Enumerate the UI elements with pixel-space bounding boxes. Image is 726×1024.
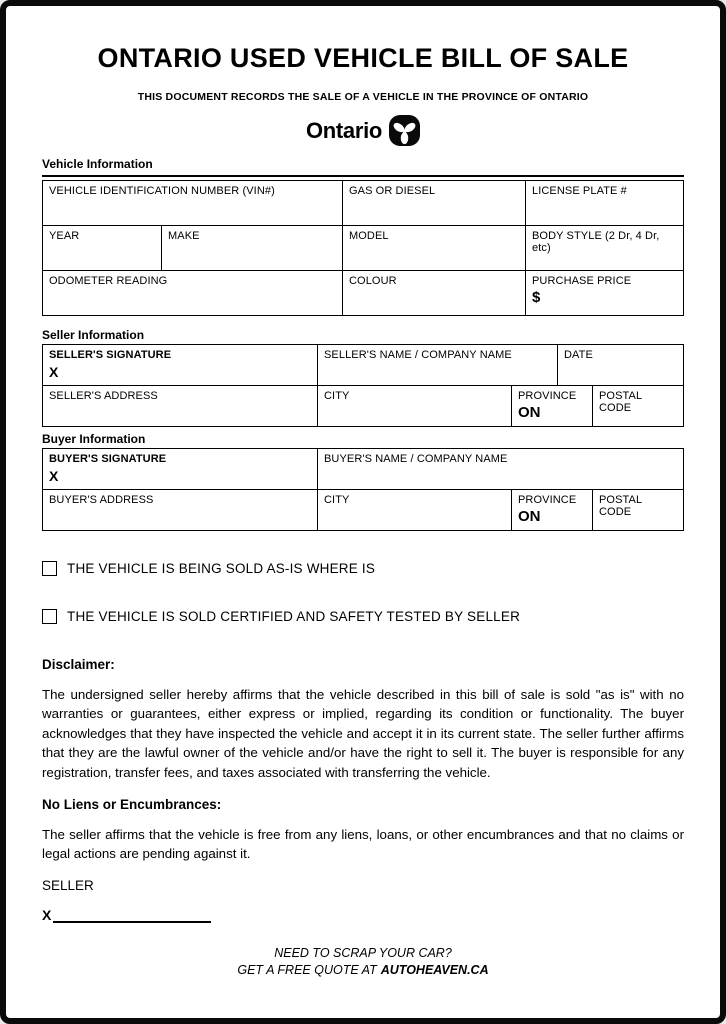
buyer-city-field[interactable] (318, 490, 512, 530)
vehicle-section-heading-rule (42, 155, 684, 177)
footer-line1: NEED TO SCRAP YOUR CAR? (274, 946, 452, 960)
year-label: YEAR (49, 230, 80, 242)
vin-label: VEHICLE IDENTIFICATION NUMBER (VIN#) (49, 185, 275, 197)
buyer-province-label: PROVINCE (518, 494, 577, 506)
license-plate-field[interactable] (526, 181, 683, 225)
seller-signoff-x: X (42, 906, 52, 923)
seller-section-heading: Seller Information (42, 328, 145, 342)
seller-name-field[interactable] (318, 345, 558, 385)
certified-label: THE VEHICLE IS SOLD CERTIFIED AND SAFETY TESTED BY SELLER (67, 609, 521, 624)
buyer-signature-field[interactable] (43, 449, 318, 489)
sale-date-field[interactable] (558, 345, 683, 385)
odometer-field[interactable] (43, 271, 343, 315)
colour-label: COLOUR (349, 275, 397, 287)
seller-signature-label: SELLER'S SIGNATURE (49, 349, 172, 361)
ontario-logo (42, 115, 684, 146)
seller-city-field[interactable] (318, 386, 512, 426)
buyer-address-label: BUYER'S ADDRESS (49, 494, 154, 506)
purchase-price-label: PURCHASE PRICE (532, 275, 632, 287)
dollar-sign: $ (532, 289, 541, 306)
buyer-address-field[interactable] (43, 490, 318, 530)
seller-signature-rule[interactable] (53, 907, 211, 923)
page-title: ONTARIO USED VEHICLE BILL OF SALE (97, 43, 629, 73)
footer-line2 (6, 962, 720, 979)
seller-postal-label: POSTAL CODE (599, 390, 642, 414)
seller-province-field[interactable] (512, 386, 593, 426)
colour-field[interactable] (343, 271, 526, 315)
seller-postal-field[interactable] (593, 386, 683, 426)
license-plate-label: LICENSE PLATE # (532, 185, 627, 197)
odometer-label: ODOMETER READING (49, 275, 168, 287)
seller-signoff-line (42, 907, 684, 923)
sale-condition-options (42, 561, 684, 624)
liens-heading: No Liens or Encumbrances: (42, 797, 222, 813)
year-field[interactable] (43, 226, 162, 270)
vehicle-section-heading: Vehicle Information (42, 157, 153, 171)
seller-signature-x: X (49, 364, 59, 380)
certified-checkbox[interactable] (42, 609, 57, 624)
ontario-wordmark: Ontario (305, 117, 383, 143)
page-subtitle: THIS DOCUMENT RECORDS THE SALE OF A VEHICLE IN THE PROVINCE OF ONTARIO (137, 91, 589, 103)
disclaimer-body: The undersigned seller hereby affirms that the vehicle described in this bill of sale is sold "as is" with no warranties or guarantees, either express or implied, regarding its condition or functionality. The buyer acknowledges that they have inspected the vehicle and accept it in its current state. The seller further affirms that they are the lawful owner of the vehicle and/or have the right to sell it. The buyer is responsible for any registration, transfer fees, and taxes associated with transferring the vehicle. (42, 687, 684, 780)
certified-option-row (42, 609, 684, 624)
seller-address-label: SELLER'S ADDRESS (49, 390, 158, 402)
body-style-label: BODY STYLE (2 Dr, 4 Dr, etc) (532, 230, 660, 254)
seller-name-label: SELLER'S NAME / COMPANY NAME (324, 349, 512, 361)
as-is-option-row (42, 561, 684, 576)
seller-province-label: PROVINCE (518, 390, 577, 402)
ontario-trillium-icon (389, 115, 420, 146)
make-field[interactable] (162, 226, 343, 270)
seller-address-field[interactable] (43, 386, 318, 426)
seller-city-label: CITY (324, 390, 350, 402)
buyer-province-value: ON (518, 508, 541, 525)
purchase-price-field[interactable] (526, 271, 683, 315)
fuel-label: GAS OR DIESEL (349, 185, 436, 197)
seller-province-value: ON (518, 404, 541, 421)
sale-date-label: DATE (564, 349, 593, 361)
model-label: MODEL (349, 230, 389, 242)
model-field[interactable] (343, 226, 526, 270)
buyer-section-heading: Buyer Information (42, 432, 146, 446)
disclaimer-heading: Disclaimer: (42, 657, 115, 672)
vin-field[interactable] (43, 181, 343, 225)
body-style-field[interactable] (526, 226, 683, 270)
buyer-city-label: CITY (324, 494, 350, 506)
buyer-info-table (42, 448, 684, 531)
footer-line2-prefix: GET A FREE QUOTE AT (237, 962, 377, 977)
as-is-label: THE VEHICLE IS BEING SOLD AS-IS WHERE IS (67, 561, 376, 576)
seller-info-table (42, 344, 684, 427)
buyer-postal-label: POSTAL CODE (599, 494, 642, 518)
buyer-signature-label: BUYER'S SIGNATURE (49, 453, 167, 465)
vehicle-info-table (42, 180, 684, 316)
buyer-name-field[interactable] (318, 449, 683, 489)
as-is-checkbox[interactable] (42, 561, 57, 576)
seller-signature-field[interactable] (43, 345, 318, 385)
buyer-signature-x: X (49, 468, 59, 484)
seller-signoff-label: SELLER (42, 877, 94, 893)
make-label: MAKE (168, 230, 200, 242)
buyer-postal-field[interactable] (593, 490, 683, 530)
footer-brand[interactable]: AUTOHEAVEN.CA (380, 962, 489, 977)
liens-body: The seller affirms that the vehicle is free from any liens, loans, or other encumbrances and that no claims or legal actions are pending against it. (42, 827, 684, 862)
footer (6, 945, 720, 978)
fuel-field[interactable] (343, 181, 526, 225)
buyer-province-field[interactable] (512, 490, 593, 530)
buyer-name-label: BUYER'S NAME / COMPANY NAME (324, 453, 508, 465)
